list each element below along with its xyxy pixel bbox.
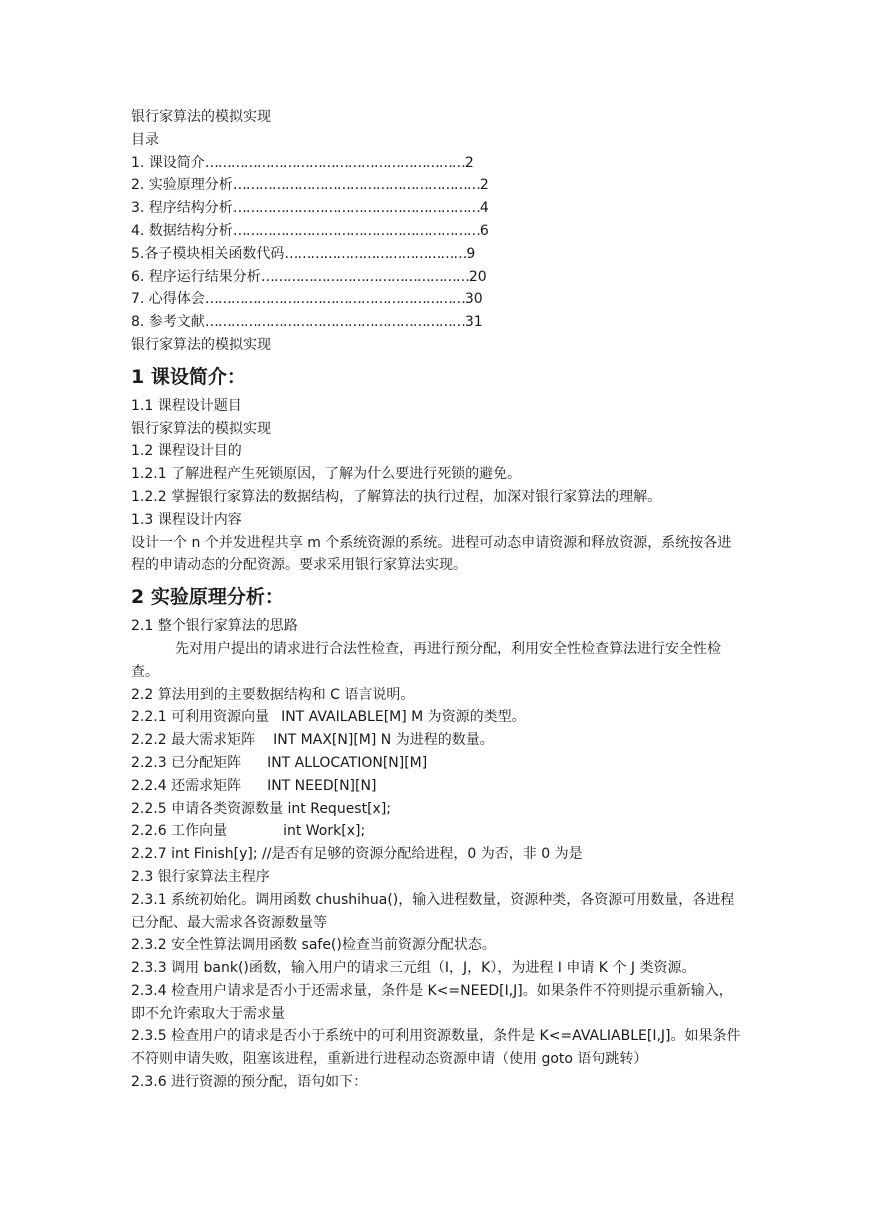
table-of-contents xyxy=(131,152,743,334)
paragraph: 先对用户提出的请求进行合法性检查，再进行预分配，利用安全性检查算法进行安全性检查。 xyxy=(131,640,721,680)
toc-leader: …………………………………… xyxy=(284,245,467,262)
paragraph: 2.3.1 系统初始化。调用函数 chushihua()，输入进程数量，资源种类，各资源可用数量，各进程已分配、最大需求各资源数量等 xyxy=(131,891,735,931)
toc-label: 6. 程序运行结果分析 xyxy=(131,268,261,285)
toc-label: 8. 参考文献 xyxy=(131,314,205,331)
paragraph: 2.3.3 调用 bank()函数，输入用户的请求三元组（I，J，K），为进程 I 申请 K 个 J 类资源。 xyxy=(131,960,696,977)
data-structure-item xyxy=(131,729,743,752)
item-code: INT AVAILABLE[M] M 为资源的类型。 xyxy=(281,709,526,726)
toc-page-number: 20 xyxy=(468,268,487,285)
item-code: INT NEED[N][N] xyxy=(267,777,377,794)
toc-title: 目录 xyxy=(131,131,159,148)
toc-page-number: 6 xyxy=(479,222,489,239)
toc-page-number: 9 xyxy=(466,245,476,262)
toc-page-number: 4 xyxy=(479,200,489,217)
toc-page-number: 31 xyxy=(464,314,483,331)
paragraph: 设计一个 n 个并发进程共享 m 个系统资源的系统。进程可动态申请资源和释放资源，系统按各进程的申请动态的分配资源。要求采用银行家算法实现。 xyxy=(131,534,732,574)
toc-item[interactable] xyxy=(131,266,743,289)
toc-leader: ………………………………………………… xyxy=(232,222,480,239)
toc-label: 3. 程序结构分析 xyxy=(131,200,233,217)
item-code: INT ALLOCATION[N][M] xyxy=(267,754,428,771)
toc-label: 1. 课设简介 xyxy=(131,154,205,171)
subsection-heading: 2.2 算法用到的主要数据结构和 C 语言说明。 xyxy=(131,686,415,703)
toc-item[interactable] xyxy=(131,220,743,243)
toc-item[interactable] xyxy=(131,174,743,197)
subsection-heading: 2.1 整个银行家算法的思路 xyxy=(131,618,298,635)
document-page xyxy=(131,106,743,1094)
document-title-repeat: 银行家算法的模拟实现 xyxy=(131,336,271,353)
paragraph: 1.2.2 掌握银行家算法的数据结构，了解算法的执行过程，加深对银行家算法的理解。 xyxy=(131,488,662,505)
data-structure-item: 2.2.5 申请各类资源数量 int Request[x]; xyxy=(131,800,392,817)
toc-label: 7. 心得体会 xyxy=(131,291,205,308)
paragraph: 2.3.2 安全性算法调用函数 safe()检查当前资源分配状态。 xyxy=(131,937,496,954)
toc-page-number: 2 xyxy=(479,177,489,194)
toc-item[interactable] xyxy=(131,311,743,334)
section-heading: 2 实验原理分析： xyxy=(131,586,284,609)
subsection-heading: 1.2 课程设计目的 xyxy=(131,443,242,460)
toc-page-number: 30 xyxy=(464,291,483,308)
document-title: 银行家算法的模拟实现 xyxy=(131,109,271,125)
toc-label: 5.各子模块相关函数代码 xyxy=(131,245,285,262)
data-structure-item xyxy=(131,820,743,843)
toc-leader: …………………………………………………… xyxy=(204,291,465,308)
data-structure-item xyxy=(131,706,743,729)
toc-leader: ………………………………………………… xyxy=(232,177,480,194)
item-code: INT MAX[N][M] N 为进程的数量。 xyxy=(273,732,494,749)
toc-item[interactable] xyxy=(131,152,743,175)
toc-leader: ………………………………………… xyxy=(260,268,469,285)
toc-leader: …………………………………………………… xyxy=(204,314,465,331)
data-structure-item xyxy=(131,752,743,775)
item-label: 2.2.2 最大需求矩阵 xyxy=(131,732,256,749)
section-heading: 1 课设简介： xyxy=(131,365,246,388)
item-label: 2.2.6 工作向量 xyxy=(131,823,228,840)
item-code: int Work[x]; xyxy=(283,823,366,840)
toc-item[interactable] xyxy=(131,243,743,266)
toc-item[interactable] xyxy=(131,288,743,311)
item-label: 2.2.1 可利用资源向量 xyxy=(131,709,270,726)
subsection-heading: 2.3 银行家算法主程序 xyxy=(131,868,270,885)
toc-item[interactable] xyxy=(131,197,743,220)
paragraph: 2.3.4 检查用户请求是否小于还需求量，条件是 K<=NEED[I,J]。如果条件不符则提示重新输入，即不允许索取大于需求量 xyxy=(131,982,733,1022)
paragraph: 2.3.6 进行资源的预分配，语句如下： xyxy=(131,1074,368,1091)
subsection-heading: 1.1 课程设计题目 xyxy=(131,397,242,414)
toc-label: 2. 实验原理分析 xyxy=(131,177,233,194)
toc-label: 4. 数据结构分析 xyxy=(131,222,233,239)
paragraph: 银行家算法的模拟实现 xyxy=(131,420,271,437)
toc-page-number: 2 xyxy=(464,154,474,171)
toc-leader: …………………………………………………… xyxy=(204,154,465,171)
data-structure-item: 2.2.7 int Finish[y]; //是否有足够的资源分配给进程，0 为否，非 0 为是 xyxy=(131,846,583,863)
item-label: 2.2.4 还需求矩阵 xyxy=(131,777,242,794)
paragraph: 2.3.5 检查用户的请求是否小于系统中的可利用资源数量，条件是 K<=AVALIABLE[I,J]。如果条件不符则申请失败，阻塞该进程，重新进行进程动态资源申请（使用 goto 语句跳转） xyxy=(131,1028,741,1068)
data-structure-item xyxy=(131,775,743,798)
item-label: 2.2.3 已分配矩阵 xyxy=(131,754,242,771)
subsection-heading: 1.3 课程设计内容 xyxy=(131,511,242,528)
toc-leader: ………………………………………………… xyxy=(232,200,480,217)
paragraph: 1.2.1 了解进程产生死锁原因，了解为什么要进行死锁的避免。 xyxy=(131,466,522,483)
